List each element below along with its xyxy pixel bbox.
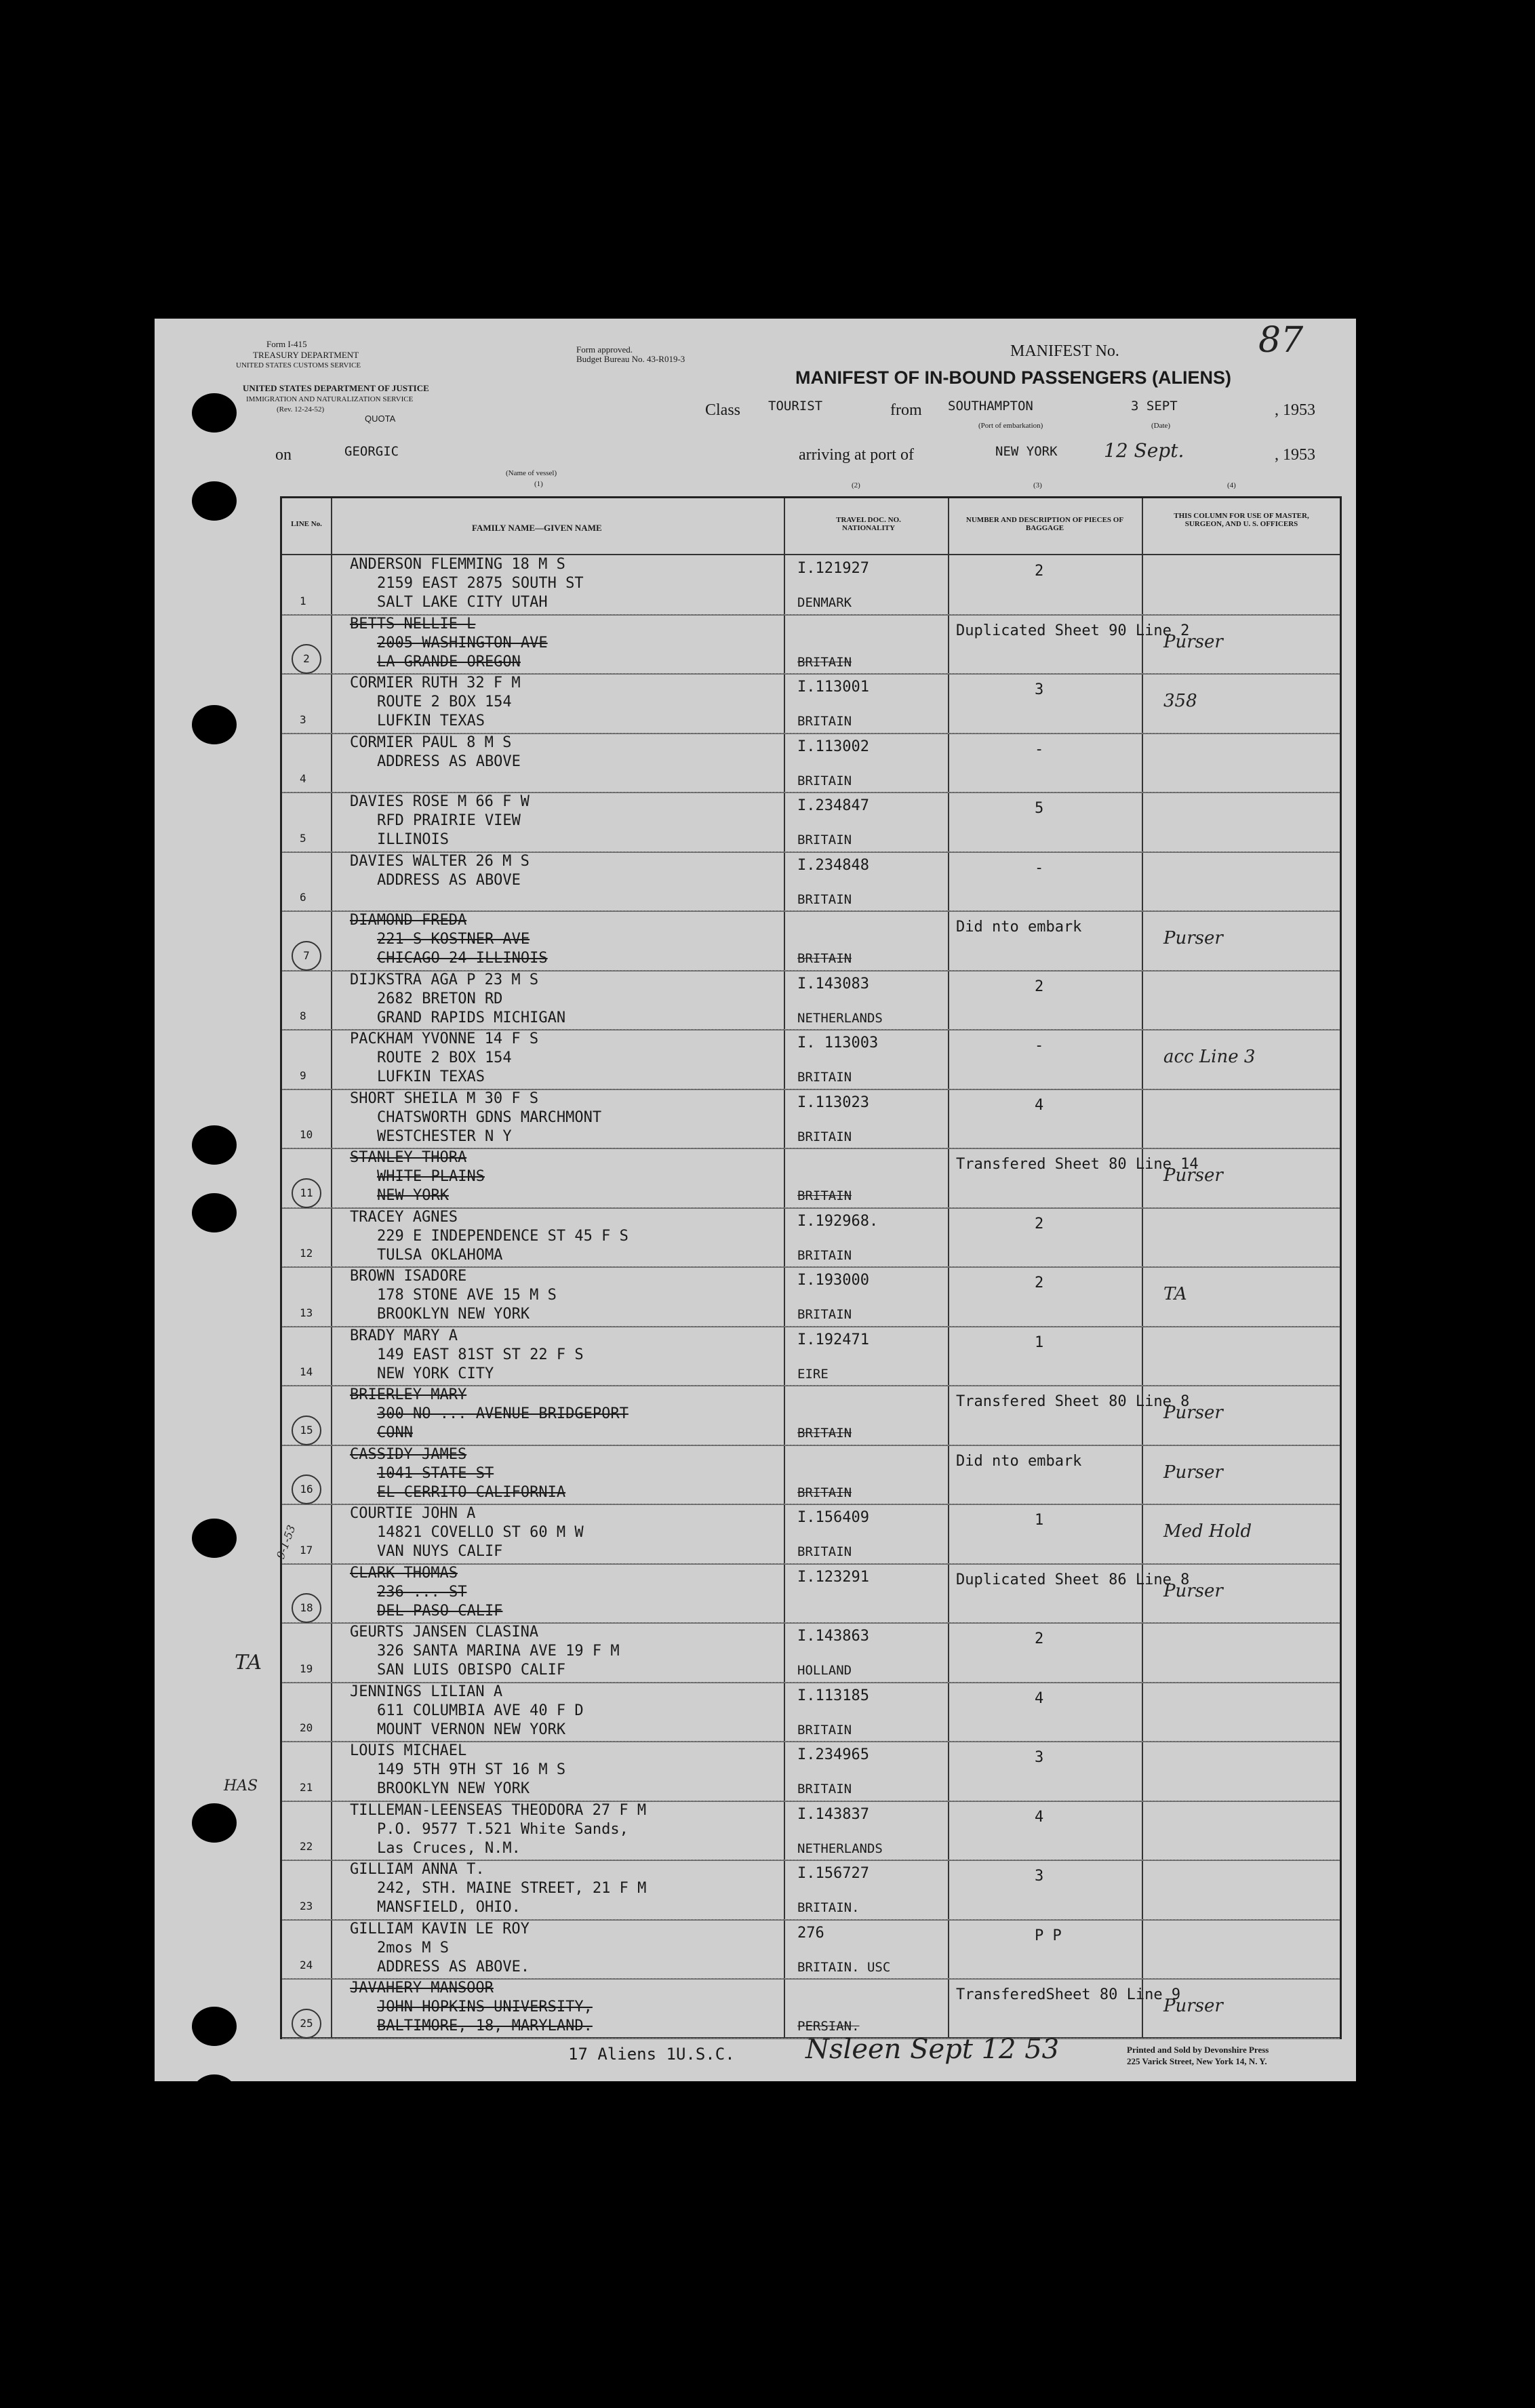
travel-doc-number: I.143837: [797, 1805, 869, 1823]
passenger-name: CORMIER RUTH 32 F M: [350, 675, 521, 691]
arriving-label: arriving at port of: [799, 446, 914, 464]
page-title: MANIFEST OF IN-BOUND PASSENGERS (ALIENS): [795, 367, 1232, 388]
address-line1: 2682 BRETON RD: [377, 990, 503, 1007]
address-line1: 2159 EAST 2875 SOUTH ST: [377, 575, 584, 592]
col1-number: (1): [534, 480, 543, 488]
address-line2: EL CERRITO CALIFORNIA: [377, 1483, 566, 1501]
baggage-description: 3: [1035, 1749, 1044, 1766]
address-line1: 242, STH. MAINE STREET, 21 F M: [377, 1880, 647, 1897]
table-row: [282, 1267, 1340, 1327]
table-row: [282, 1327, 1340, 1386]
nationality: BRITAIN: [797, 1485, 852, 1500]
baggage-description: 3: [1035, 1868, 1044, 1885]
manifest-number: 87: [1258, 320, 1304, 361]
line-number: 6: [300, 891, 306, 904]
line-number: 15: [292, 1416, 321, 1445]
table-row: [282, 1386, 1340, 1445]
address-line1: 611 COLUMBIA AVE 40 F D: [377, 1702, 584, 1719]
punch-hole: [192, 2074, 237, 2114]
table-row: [282, 1445, 1340, 1505]
officer-note: TA: [1163, 1284, 1187, 1304]
nationality: BRITAIN: [797, 1307, 852, 1322]
line-number: 19: [300, 1662, 313, 1675]
address-line2: WESTCHESTER N Y: [377, 1127, 512, 1145]
passenger-name: JENNINGS LILIAN A: [350, 1683, 503, 1700]
line-number: 24: [300, 1959, 313, 1971]
passenger-name: BETTS NELLIE L: [350, 615, 476, 633]
line-number: 12: [300, 1247, 313, 1260]
nationality: NETHERLANDS: [797, 1841, 883, 1856]
address-line2: LA GRANDE OREGON: [377, 653, 521, 670]
col2-number: (2): [852, 481, 860, 489]
form-approved: Form approved.: [576, 344, 633, 355]
date-caption: (Date): [1151, 422, 1171, 430]
baggage-description: Did nto embark: [956, 1452, 1082, 1470]
year-2: , 1953: [1275, 446, 1315, 464]
on-label: on: [275, 446, 292, 464]
passenger-name: CASSIDY JAMES: [350, 1445, 467, 1463]
vessel-name: GEORGIC: [344, 444, 399, 459]
table-row: [282, 1564, 1340, 1624]
address-line1: 2005 WASHINGTON AVE: [377, 634, 548, 651]
passenger-name: BRIERLEY MARY: [350, 1386, 467, 1403]
arrival-port: NEW YORK: [995, 444, 1058, 459]
baggage-description: 2: [1035, 1630, 1044, 1647]
table-row: [282, 1148, 1340, 1208]
passenger-name: GILLIAM KAVIN LE ROY: [350, 1920, 530, 1938]
address-line1: ADDRESS AS ABOVE: [377, 871, 521, 889]
passenger-name: COURTIE JOHN A: [350, 1505, 476, 1522]
line-number: 5: [300, 831, 306, 845]
nationality: BRITAIN: [797, 891, 852, 907]
from-value: SOUTHAMPTON: [948, 399, 1033, 414]
baggage-description: -: [1035, 740, 1044, 758]
baggage-description: 4: [1035, 1096, 1044, 1114]
address-line2: SALT LAKE CITY UTAH: [377, 594, 548, 611]
address-line2: DEL PASO CALIF: [377, 1602, 503, 1620]
officer-note: Purser: [1163, 631, 1223, 652]
address-line1: 300 NO ... AVENUE BRIDGEPORT: [377, 1405, 629, 1422]
address-line2: LUFKIN TEXAS: [377, 1068, 485, 1085]
address-line2: TULSA OKLAHOMA: [377, 1246, 503, 1264]
passenger-name: DIAMOND FREDA: [350, 912, 467, 929]
address-line1: ADDRESS AS ABOVE: [377, 752, 521, 770]
address-line1: 149 EAST 81ST ST 22 F S: [377, 1346, 584, 1363]
table-row: [282, 792, 1340, 852]
line-number: 14: [300, 1365, 313, 1378]
alien-count-summary: 17 Aliens 1U.S.C.: [568, 2045, 735, 2064]
col-header-line-no: LINE No.: [291, 520, 322, 528]
line-number: 20: [300, 1721, 313, 1734]
address-line2: BROOKLYN NEW YORK: [377, 1306, 530, 1323]
officer-note: Purser: [1163, 1462, 1223, 1483]
nationality: BRITAIN.: [797, 1900, 860, 1915]
margin-note-date: 9-1-53: [274, 1523, 298, 1561]
address-line2: Las Cruces, N.M.: [377, 1839, 521, 1857]
address-line1: 149 5TH 9TH ST 16 M S: [377, 1761, 566, 1778]
line-number: 16: [292, 1474, 321, 1504]
officer-note: Med Hold: [1163, 1521, 1252, 1542]
baggage-description: TransferedSheet 80 Line 9: [956, 1986, 1181, 2003]
nationality: BRITAIN: [797, 1722, 852, 1738]
table-row: [282, 1742, 1340, 1801]
quota-label: QUOTA: [365, 414, 396, 424]
address-line1: 221 S KOSTNER AVE: [377, 931, 530, 948]
officer-note: Purser: [1163, 928, 1223, 948]
table-row: [282, 971, 1340, 1030]
table-row: [282, 1683, 1340, 1742]
passenger-name: DIJKSTRA AGA P 23 M S: [350, 971, 539, 988]
col4-number: (4): [1227, 481, 1236, 489]
table-row: [282, 1030, 1340, 1089]
nationality: BRITAIN. USC: [797, 1959, 891, 1975]
table-row: [282, 911, 1340, 971]
nationality: BRITAIN: [797, 1782, 852, 1797]
dept-line4: IMMIGRATION AND NATURALIZATION SERVICE: [246, 395, 414, 403]
travel-doc-number: I.192968.: [797, 1212, 879, 1230]
address-line2: BROOKLYN NEW YORK: [377, 1780, 530, 1797]
travel-doc-number: I.113185: [797, 1687, 869, 1704]
travel-doc-number: 276: [797, 1924, 824, 1942]
nationality: EIRE: [797, 1366, 829, 1382]
dept-line3: UNITED STATES DEPARTMENT OF JUSTICE: [243, 383, 429, 393]
address-line1: ROUTE 2 BOX 154: [377, 1049, 512, 1066]
nationality: BRITAIN: [797, 714, 852, 729]
table-row: [282, 1801, 1340, 1861]
nationality: PERSIAN.: [797, 2019, 860, 2034]
passenger-name: JAVAHERY MANSOOR: [350, 1980, 494, 1996]
nationality: BRITAIN: [797, 1544, 852, 1559]
table-row: [282, 1920, 1340, 1980]
baggage-description: Duplicated Sheet 86 Line 8: [956, 1571, 1190, 1588]
table-row: [282, 1623, 1340, 1683]
line-number: 2: [292, 644, 321, 674]
punch-hole: [192, 393, 237, 433]
passenger-name: TRACEY AGNES: [350, 1208, 458, 1226]
nationality: BRITAIN: [797, 951, 852, 966]
line-number: 23: [300, 1899, 313, 1912]
travel-doc-number: I.156409: [797, 1509, 869, 1526]
nationality: BRITAIN: [797, 1129, 852, 1144]
line-number: 17: [300, 1543, 313, 1557]
revision: (Rev. 12-24-52): [277, 405, 325, 414]
address-line2: MOUNT VERNON NEW YORK: [377, 1721, 566, 1738]
travel-doc-number: I.234847: [797, 797, 869, 814]
travel-doc-number: I.113001: [797, 679, 869, 696]
passenger-name: TILLEMAN-LEENSEAS THEODORA 27 F M: [350, 1801, 647, 1819]
form-number: Form I-415: [266, 339, 307, 349]
line-number: 8: [300, 1009, 306, 1022]
line-number: 13: [300, 1306, 313, 1319]
line-number: 22: [300, 1840, 313, 1853]
passenger-name: STANLEY THORA: [350, 1149, 467, 1166]
baggage-description: 4: [1035, 1808, 1044, 1826]
dept-line1: TREASURY DEPARTMENT: [253, 350, 359, 360]
table-row: [282, 555, 1340, 615]
table-row: [282, 1979, 1340, 2039]
address-line1: ROUTE 2 BOX 154: [377, 694, 512, 710]
passenger-name: SHORT SHEILA M 30 F S: [350, 1089, 539, 1107]
address-line2: SAN LUIS OBISPO CALIF: [377, 1662, 566, 1679]
punch-hole: [192, 1193, 237, 1232]
address-line1: CHATSWORTH GDNS MARCHMONT: [377, 1108, 602, 1126]
address-line2: ILLINOIS: [377, 831, 449, 848]
line-number: 3: [300, 713, 306, 726]
passenger-name: CORMIER PAUL 8 M S: [350, 734, 512, 751]
class-value: TOURIST: [768, 399, 823, 414]
vessel-caption: (Name of vessel): [506, 469, 557, 477]
address-line1: JOHN HOPKINS UNIVERSITY,: [377, 1999, 593, 2015]
baggage-description: 1: [1035, 1512, 1044, 1529]
address-line2: VAN NUYS CALIF: [377, 1543, 503, 1560]
col-header-name: FAMILY NAME—GIVEN NAME: [472, 523, 602, 533]
travel-doc-number: I.143863: [797, 1628, 869, 1645]
address-line2: NEW YORK CITY: [377, 1365, 494, 1382]
travel-doc-number: I.113023: [797, 1093, 869, 1111]
nationality: HOLLAND: [797, 1663, 852, 1678]
baggage-description: Transfered Sheet 80 Line 14: [956, 1156, 1199, 1173]
address-line1: 229 E INDEPENDENCE ST 45 F S: [377, 1227, 629, 1245]
address-line2: MANSFIELD, OHIO.: [377, 1899, 521, 1916]
baggage-description: P P: [1035, 1927, 1062, 1944]
officer-note: 358: [1163, 691, 1197, 711]
arrival-date: 12 Sept.: [1104, 439, 1184, 462]
year-1: , 1953: [1275, 401, 1315, 419]
address-line1: 14821 COVELLO ST 60 M W: [377, 1524, 584, 1541]
manifest-page: [155, 319, 1356, 2081]
punch-hole: [192, 1803, 237, 1843]
manifest-label: MANIFEST No.: [1010, 342, 1119, 360]
budget-bureau: Budget Bureau No. 43-R019-3: [576, 354, 685, 364]
line-number: 9: [300, 1068, 306, 1082]
travel-doc-number: I. 113003: [797, 1035, 879, 1051]
margin-note-has: HAS: [224, 1778, 258, 1794]
address-line1: 2mos M S: [377, 1939, 449, 1956]
table-row: [282, 615, 1340, 675]
table-row: [282, 1860, 1340, 1920]
address-line2: GRAND RAPIDS MICHIGAN: [377, 1009, 566, 1026]
travel-doc-number: I.121927: [797, 560, 869, 577]
date-value: 3 SEPT: [1131, 399, 1178, 414]
printer-line2: 225 Varick Street, New York 14, N. Y.: [1127, 2056, 1267, 2066]
col-header-baggage: NUMBER AND DESCRIPTION OF PIECES OF BAGGAGE: [965, 516, 1124, 532]
address-line2: LUFKIN TEXAS: [377, 713, 485, 729]
baggage-description: 2: [1035, 1275, 1044, 1291]
travel-doc-number: I.123291: [797, 1568, 869, 1586]
punch-hole: [192, 481, 237, 521]
baggage-description: 5: [1035, 800, 1044, 817]
travel-doc-number: I.234965: [797, 1746, 869, 1763]
col3-number: (3): [1033, 481, 1042, 489]
travel-doc-number: I.193000: [797, 1272, 869, 1289]
address-line2: NEW YORK: [377, 1187, 449, 1204]
line-number: 25: [292, 2009, 321, 2039]
nationality: BRITAIN: [797, 1426, 852, 1441]
address-line1: 236 ... ST: [377, 1583, 467, 1601]
passenger-name: ANDERSON FLEMMING 18 M S: [350, 556, 565, 573]
punch-hole: [192, 1125, 237, 1165]
nationality: BRITAIN: [797, 1247, 852, 1263]
officer-note: acc Line 3: [1163, 1047, 1256, 1067]
manifest-table: [280, 496, 1342, 2039]
passenger-name: BROWN ISADORE: [350, 1268, 467, 1285]
baggage-description: 2: [1035, 1215, 1044, 1232]
travel-doc-number: I.156727: [797, 1865, 869, 1882]
baggage-description: Duplicated Sheet 90 Line 2: [956, 622, 1190, 639]
travel-doc-number: I.234848: [797, 856, 869, 874]
passenger-name: GILLIAM ANNA T.: [350, 1861, 485, 1878]
baggage-description: 2: [1035, 563, 1044, 580]
nationality: BRITAIN: [797, 1070, 852, 1085]
table-row: [282, 734, 1340, 793]
address-line2: ADDRESS AS ABOVE.: [377, 1958, 530, 1975]
travel-doc-number: I.143083: [797, 975, 869, 992]
line-number: 7: [292, 941, 321, 971]
nationality: BRITAIN: [797, 832, 852, 847]
baggage-description: 2: [1035, 978, 1044, 995]
baggage-description: Did nto embark: [956, 919, 1082, 936]
dept-line2: UNITED STATES CUSTOMS SERVICE: [236, 361, 361, 369]
nationality: BRITAIN: [797, 654, 852, 670]
baggage-description: 1: [1035, 1333, 1044, 1351]
passenger-name: DAVIES ROSE M 66 F W: [350, 793, 530, 810]
passenger-name: DAVIES WALTER 26 M S: [350, 852, 530, 870]
table-row: [282, 1504, 1340, 1564]
officer-note: Purser: [1163, 1403, 1223, 1423]
address-line2: CHICAGO 24 ILLINOIS: [377, 950, 548, 967]
address-line1: WHITE PLAINS: [377, 1168, 485, 1185]
nationality: BRITAIN: [797, 1188, 852, 1203]
nationality: DENMARK: [797, 595, 852, 610]
passenger-name: GEURTS JANSEN CLASINA: [350, 1624, 539, 1641]
nationality: BRITAIN: [797, 773, 852, 788]
baggage-description: -: [1035, 1037, 1044, 1054]
port-embark-caption: (Port of embarkation): [978, 422, 1043, 430]
class-label: Class: [705, 401, 741, 419]
line-number: 1: [300, 594, 306, 607]
address-line1: P.O. 9577 T.521 White Sands,: [377, 1820, 629, 1838]
signature: Nsleen Sept 12 53: [805, 2034, 1060, 2065]
punch-hole: [192, 705, 237, 744]
line-number: 4: [300, 772, 306, 785]
line-number: 18: [292, 1593, 321, 1623]
table-row: [282, 674, 1340, 734]
printer-line1: Printed and Sold by Devonshire Press: [1127, 2045, 1269, 2055]
passenger-name: BRADY MARY A: [350, 1327, 458, 1344]
travel-doc-number: I.192471: [797, 1331, 869, 1348]
officer-note: Purser: [1163, 1165, 1223, 1186]
table-row: [282, 852, 1340, 912]
passenger-name: PACKHAM YVONNE 14 F S: [350, 1030, 539, 1047]
officer-note: Purser: [1163, 1996, 1223, 2016]
passenger-name: LOUIS MICHAEL: [350, 1742, 467, 1759]
address-line1: 178 STONE AVE 15 M S: [377, 1287, 557, 1304]
address-line2: CONN: [377, 1424, 413, 1441]
baggage-description: Transfered Sheet 80 Line 8: [956, 1393, 1190, 1410]
officer-note: Purser: [1163, 1580, 1223, 1601]
table-row: [282, 1089, 1340, 1149]
travel-doc-number: I.113002: [797, 738, 869, 755]
address-line1: RFD PRAIRIE VIEW: [377, 812, 521, 829]
punch-hole: [192, 1519, 237, 1558]
line-number: 21: [300, 1780, 313, 1794]
line-number: 11: [292, 1178, 321, 1208]
address-line2: BALTIMORE, 18, MARYLAND.: [377, 2018, 593, 2034]
address-line1: 1041 STATE ST: [377, 1464, 494, 1482]
baggage-description: -: [1035, 859, 1044, 877]
nationality: NETHERLANDS: [797, 1010, 883, 1026]
from-label: from: [890, 401, 922, 419]
table-row: [282, 1208, 1340, 1268]
margin-note-ta: TA: [235, 1651, 262, 1674]
baggage-description: 3: [1035, 681, 1044, 698]
line-number: 10: [300, 1128, 313, 1141]
col-header-travel-doc: TRAVEL DOC. NO. NATIONALITY: [836, 516, 901, 532]
baggage-description: 4: [1035, 1689, 1044, 1707]
address-line1: 326 SANTA MARINA AVE 19 F M: [377, 1643, 620, 1660]
passenger-name: CLARK THOMAS: [350, 1564, 458, 1582]
col-header-officers: THIS COLUMN FOR USE OF MASTER, SURGEON, AND U. S. OFFICERS: [1174, 512, 1309, 528]
punch-hole: [192, 2007, 237, 2046]
